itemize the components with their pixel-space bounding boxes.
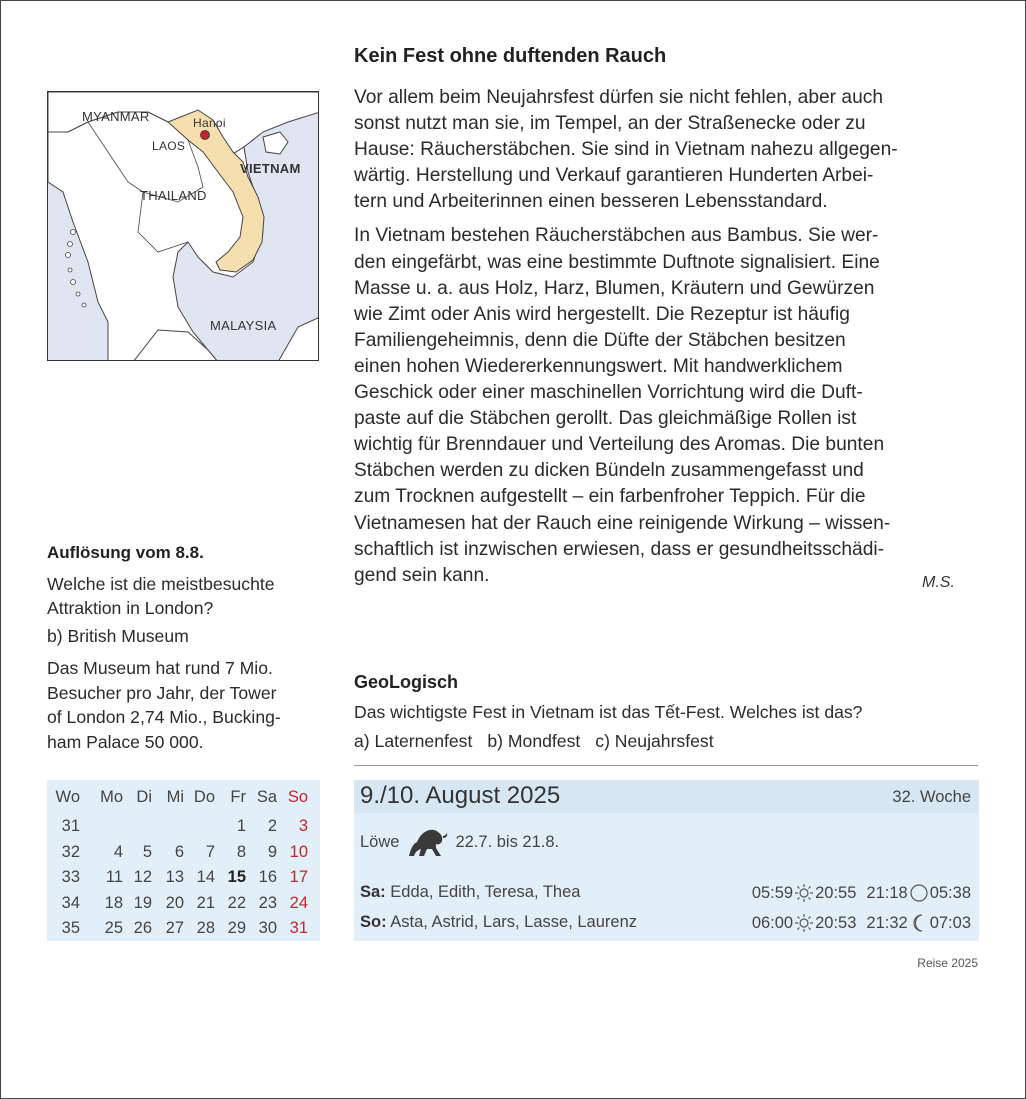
calendar-day [123,814,152,840]
calendar-day: 20 [165,893,184,912]
calendar-day: 6 [174,842,184,861]
month-calendar [47,780,320,941]
quiz-option-c: c) Neujahrsfest [595,731,714,751]
calendar-week-number: 31 [61,817,80,836]
zodiac-range: 22.7. bis 21.8. [455,832,560,851]
calendar-day [184,814,215,840]
calendar-header-do: Do [193,787,215,806]
quiz-title: GeoLogisch [354,672,459,692]
map-label-thailand: THAILAND [140,188,207,203]
calendar-day: 30 [258,919,277,938]
map-label-laos: LAOS [152,139,186,153]
solution-question: Welche ist die meistbesuchte Attraktion in London? [47,574,275,618]
saturday-sunrise: 05:59 [751,883,794,902]
calendar-week-number: 35 [61,919,80,938]
calendar-week-number: 34 [61,893,80,912]
full-moon-icon [909,883,929,903]
calendar-day: 9 [267,842,277,861]
saturday-times [752,883,971,903]
quiz-option-a: a) Laternenfest [354,731,473,751]
calendar-week-row [49,814,308,840]
calendar-day: 12 [133,868,152,887]
sun-icon [794,883,814,903]
sunday-moonrise: 21:32 [866,913,908,932]
map-graphic [48,92,319,361]
calendar-day: 22 [227,893,246,912]
calendar-week-row [49,840,308,866]
sunday-name-list: Asta, Astrid, Lars, Lasse, Laurenz [390,913,637,931]
quiz-question: Das wichtigste Fest in Vietnam ist das Tết-Fest. Welches ist das? [354,702,863,722]
calendar-header-mi: Mi [166,787,184,806]
calendar-week-row [49,891,308,917]
calendar-day: 8 [236,842,246,861]
sun-icon [794,913,814,933]
calendar-day: 2 [267,817,277,836]
waning-moon-icon [909,913,929,933]
map-label-malaysia: MALAYSIA [210,318,277,333]
calendar-header-week: Wo [55,787,80,806]
saturday-sunset: 20:55 [815,883,857,902]
calendar-day: 16 [258,868,277,887]
day-date: 9./10. August 2025 [360,782,561,809]
calendar-header-row [49,780,308,814]
sunday-times [752,913,971,933]
zodiac-info [360,826,559,858]
calendar-day-sunday: 24 [289,893,308,912]
calendar-header-mo: Mo [100,787,123,806]
calendar-day: 19 [133,893,152,912]
calendar-day [152,814,184,840]
zodiac-name: Löwe [360,832,400,851]
calendar-day: 4 [113,842,123,861]
saturday-names [360,883,580,902]
day-panel [354,780,979,941]
sunday-names [360,913,637,932]
calendar-day: 29 [227,919,246,938]
sunday-moonset: 07:03 [929,913,971,932]
calendar-day: 14 [196,868,215,887]
divider [354,765,978,766]
saturday-moonset: 05:38 [929,883,971,902]
article-headline: Kein Fest ohne duftenden Rauch [354,45,667,67]
quiz-option-b: b) Mondfest [487,731,581,751]
calendar-week-row [49,916,308,942]
map-southeast-asia [47,91,319,361]
solution-explanation: Das Museum hat rund 7 Mio. Besucher pro Jahr, der Tower of London 2,74 Mio., Bucking- ham Palace 50 000. [47,658,281,752]
calendar-header-di: Di [136,787,152,806]
solution-answer: b) British Museum [47,626,189,646]
solution-title: Auflösung vom 8.8. [47,543,204,562]
map-label-myanmar: MYANMAR [82,109,150,124]
calendar-day-sunday: 31 [289,919,308,938]
map-label-vietnam: VIETNAM [240,161,301,176]
calendar-week-row [49,865,308,891]
calendar-day: 7 [205,842,215,861]
saturday-name-list: Edda, Edith, Teresa, Thea [390,883,581,901]
calendar-day-sunday: 10 [289,842,308,861]
calendar-day: 26 [133,919,152,938]
sunday-sunrise: 06:00 [751,913,794,932]
calendar-day: 28 [196,919,215,938]
article-paragraph: Vor allem beim Neujahrsfest dürfen sie nicht fehlen, aber auch sonst nutzt man sie, im Tempel, an der Straßenecke oder zu Hause: Räucherstäbchen. Sie sind in Vietnam nahezu allgegen- wärtig. Herstellung und Verkauf garantieren Hunderten Arbei- tern und Arbeiterinnen einen besseren Lebensstandard. [354,87,898,213]
calendar-header-so: So [287,787,308,806]
article-author: M.S. [922,574,955,591]
calendar-day: 18 [104,893,123,912]
saturday-label: Sa: [360,883,386,901]
article-body [354,85,984,597]
calendar-day: 27 [165,919,184,938]
calendar-day: 5 [142,842,152,861]
sunday-label: So: [360,913,387,931]
article-paragraph: In Vietnam bestehen Räucherstäbchen aus Bambus. Sie wer- den eingefärbt, was eine bestimmte Duftnote signalisiert. Eine Masse u. a. aus Holz, Harz, Blumen, Kräutern und Gewürzen wie Zimt oder Anis wird hergestellt. Die Rezeptur ist häufig Familiengeheimnis, denn die Düfte der Stäbchen besitzen einen hohen Wiedererkennungswert. Mit handwerklichem Geschick oder einer maschinellen Vorrichtung wird die Duft- paste auf die Stäbchen gerollt. Das gleichmäßige Rollen ist wichtig für Brenndauer und Verteilung des Aromas. Die bunten Stäbchen werden zu dicken Bündeln zusammengefasst und zum Trocknen aufgestellt – ein farbenfroher Teppich. Für die Vietnamesen hat der Rauch eine reinigende Wirkung – wissen- schaftlich ist inzwischen erwiesen, dass er gesundheitsschädi- gend sein kann. [354,225,891,586]
lion-icon [405,826,449,858]
calendar-day: 11 [105,868,123,887]
calendar-week-number: 32 [61,842,80,861]
map-label-hanoi: Hanoi [193,116,226,130]
calendar-day: 21 [196,893,215,912]
calendar-day-sunday: 17 [289,868,308,887]
footer-label: Reise 2025 [917,956,978,970]
day-week: 32. Woche [892,788,971,806]
calendar-day: 13 [165,868,184,887]
calendar-day: 1 [236,817,246,836]
calendar-day-today: 15 [227,868,246,887]
calendar-header-sa: Sa [256,787,277,806]
calendar-day-sunday: 3 [298,817,308,836]
calendar-day: 25 [104,919,123,938]
calendar-week-number: 33 [61,868,80,887]
sunday-sunset: 20:53 [815,913,857,932]
saturday-moonrise: 21:18 [866,883,908,902]
calendar-day: 23 [258,893,277,912]
quiz-options [354,731,714,752]
calendar-header-fr: Fr [230,787,246,806]
calendar-table [49,780,308,942]
calendar-day [82,814,123,840]
